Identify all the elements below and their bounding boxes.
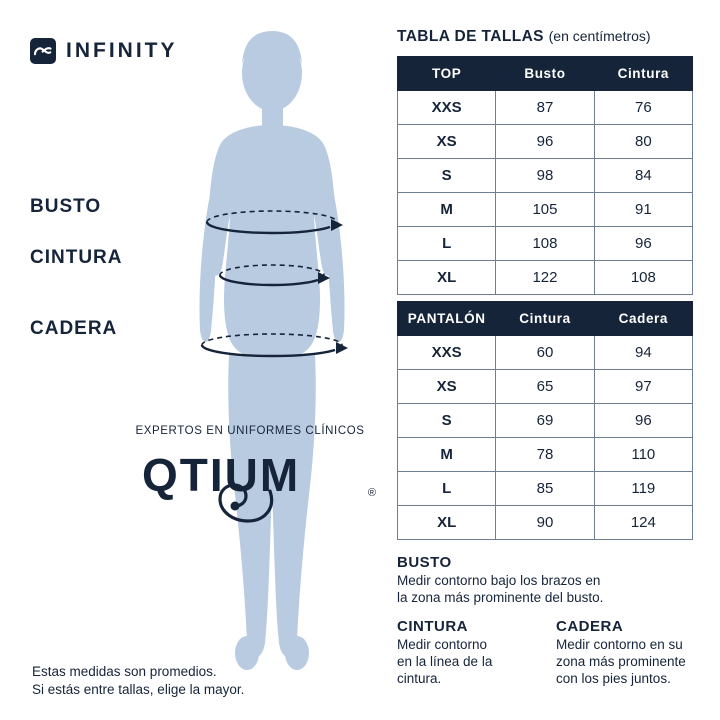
- top-header-busto: Busto: [496, 57, 594, 91]
- definition-cadera: [556, 618, 693, 687]
- definition-cintura-line1: Medir contorno: [397, 637, 488, 652]
- cell-size: XXS: [398, 91, 496, 125]
- infinity-logo-icon: [30, 38, 56, 64]
- brand-logo: [30, 38, 178, 64]
- cell-cintura: 85: [496, 472, 594, 506]
- cell-cintura: 84: [594, 159, 692, 193]
- cell-busto: 98: [496, 159, 594, 193]
- definition-busto-line1: Medir contorno bajo los brazos en: [397, 573, 601, 588]
- cell-size: S: [398, 159, 496, 193]
- definition-cintura-title: CINTURA: [397, 618, 468, 635]
- cell-cintura: 96: [594, 227, 692, 261]
- pantalon-header-cintura: Cintura: [496, 302, 594, 336]
- size-table-title-main: TABLA DE TALLAS: [397, 28, 544, 45]
- cell-cadera: 94: [594, 336, 692, 370]
- cell-size: XXS: [398, 336, 496, 370]
- table-header-row: [398, 302, 693, 336]
- definition-cadera-line2: zona más prominente: [556, 654, 686, 669]
- cell-busto: 122: [496, 261, 594, 295]
- measure-label-cadera: CADERA: [30, 318, 118, 339]
- pantalon-header-size: PANTALÓN: [398, 302, 496, 336]
- table-row: [398, 261, 693, 295]
- definition-cadera-line1: Medir contorno en su: [556, 637, 683, 652]
- cell-size: M: [398, 193, 496, 227]
- cell-cadera: 124: [594, 506, 692, 540]
- size-table-title-sub: (en centímetros): [548, 28, 651, 44]
- cell-busto: 96: [496, 125, 594, 159]
- cell-size: XL: [398, 506, 496, 540]
- qtium-logo-block: [120, 425, 380, 534]
- definition-busto-title: BUSTO: [397, 554, 452, 571]
- cell-size: M: [398, 438, 496, 472]
- cell-size: L: [398, 472, 496, 506]
- svg-text:QTIUM: QTIUM: [142, 449, 301, 501]
- table-header-row: [398, 57, 693, 91]
- pantalon-size-table: [397, 301, 693, 540]
- table-row: [398, 125, 693, 159]
- cell-size: S: [398, 404, 496, 438]
- cell-cintura: 90: [496, 506, 594, 540]
- cell-cintura: 60: [496, 336, 594, 370]
- table-row: [398, 370, 693, 404]
- footer-note-line1: Estas medidas son promedios.: [32, 664, 217, 679]
- brand-name: INFINITY: [66, 39, 178, 62]
- cell-size: XS: [398, 370, 496, 404]
- table-row: [398, 336, 693, 370]
- cell-cadera: 96: [594, 404, 692, 438]
- table-row: [398, 193, 693, 227]
- definition-cintura: [397, 618, 534, 687]
- table-row: [398, 227, 693, 261]
- cell-size: XS: [398, 125, 496, 159]
- cell-busto: 105: [496, 193, 594, 227]
- registered-mark-icon: ®: [367, 487, 376, 499]
- table-row: [398, 472, 693, 506]
- definition-cintura-line2: en la línea de la: [397, 654, 493, 669]
- definition-cadera-line3: con los pies juntos.: [556, 671, 671, 686]
- measurement-definitions: [397, 554, 693, 687]
- definition-cadera-title: CADERA: [556, 618, 624, 635]
- cell-cadera: 119: [594, 472, 692, 506]
- top-header-size: TOP: [398, 57, 496, 91]
- table-row: [398, 159, 693, 193]
- table-row: [398, 91, 693, 125]
- cell-cintura: 76: [594, 91, 692, 125]
- measure-label-cintura: CINTURA: [30, 247, 123, 268]
- cell-cadera: 110: [594, 438, 692, 472]
- top-header-cintura: Cintura: [594, 57, 692, 91]
- cell-size: L: [398, 227, 496, 261]
- body-figure-illustration: [165, 25, 380, 685]
- pantalon-header-cadera: Cadera: [594, 302, 692, 336]
- definition-busto-line2: la zona más prominente del busto.: [397, 590, 604, 605]
- footer-note-line2: Si estás entre tallas, elige la mayor.: [32, 682, 245, 697]
- cell-cintura: 108: [594, 261, 692, 295]
- definition-busto: [397, 554, 693, 606]
- qtium-wordmark: [120, 439, 380, 534]
- top-size-table: [397, 56, 693, 295]
- qtium-tagline: EXPERTOS EN UNIFORMES CLÍNICOS: [135, 425, 365, 437]
- cell-busto: 87: [496, 91, 594, 125]
- cell-size: XL: [398, 261, 496, 295]
- definition-row: [397, 618, 693, 687]
- definition-cintura-line3: cintura.: [397, 671, 442, 686]
- cell-cintura: 91: [594, 193, 692, 227]
- table-row: [398, 506, 693, 540]
- cell-cintura: 78: [496, 438, 594, 472]
- measure-label-busto: BUSTO: [30, 196, 102, 217]
- footer-note: [32, 663, 244, 699]
- table-row: [398, 404, 693, 438]
- size-table-title: [397, 28, 693, 46]
- cell-busto: 108: [496, 227, 594, 261]
- cell-cintura: 65: [496, 370, 594, 404]
- table-row: [398, 438, 693, 472]
- cell-cintura: 80: [594, 125, 692, 159]
- size-table-column: [397, 28, 693, 687]
- cell-cadera: 97: [594, 370, 692, 404]
- cell-cintura: 69: [496, 404, 594, 438]
